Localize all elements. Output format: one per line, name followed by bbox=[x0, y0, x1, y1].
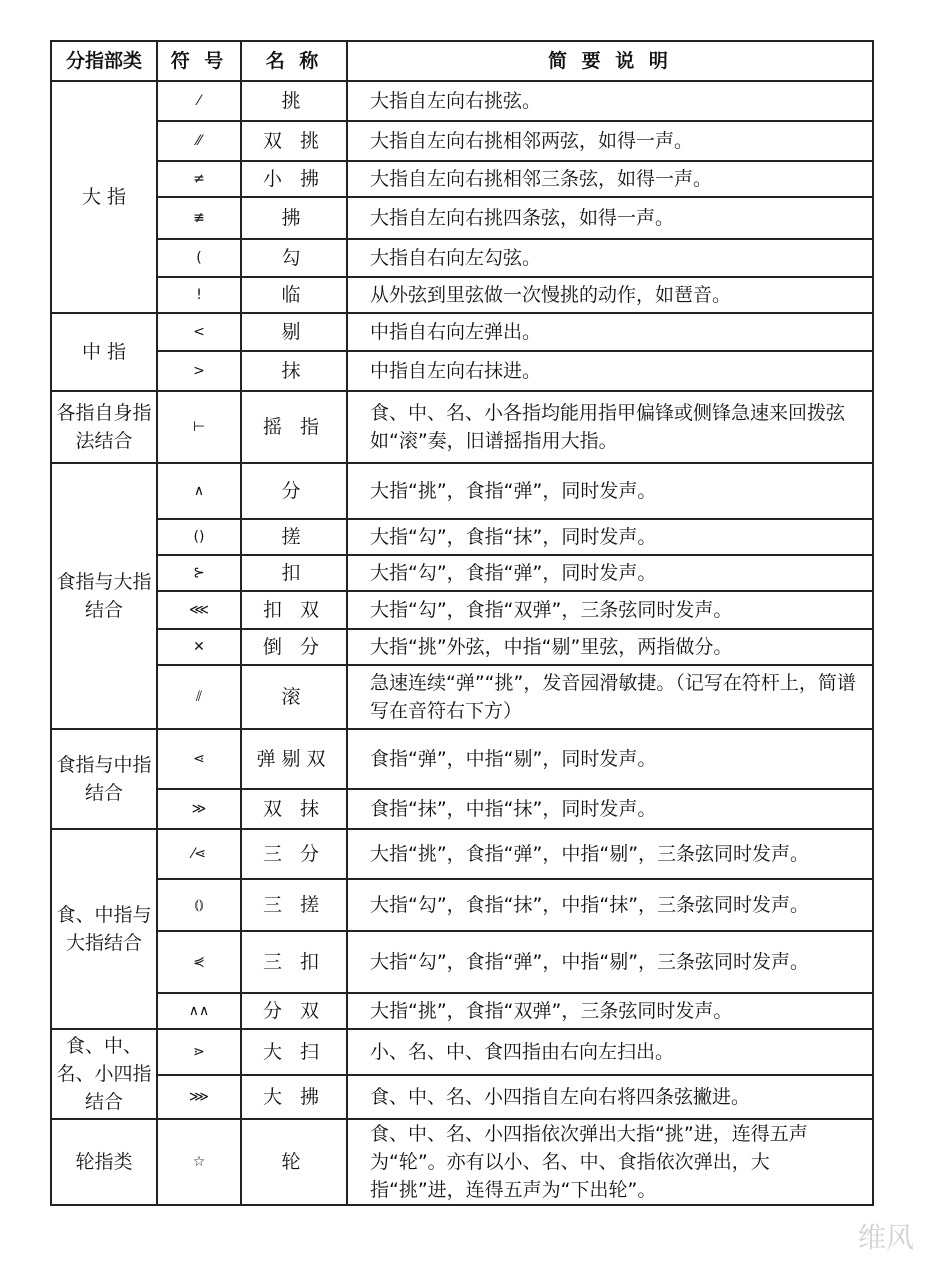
table-row bbox=[51, 197, 873, 239]
name-cell: 轮 bbox=[241, 1119, 347, 1205]
symbol-cell: () bbox=[157, 519, 241, 555]
table-row bbox=[51, 239, 873, 277]
table-row bbox=[51, 555, 873, 591]
table-row bbox=[51, 789, 873, 829]
symbol-cell: ⊢ bbox=[157, 391, 241, 463]
table-row bbox=[51, 591, 873, 629]
symbol-cell: ⋙ bbox=[157, 1075, 241, 1119]
description-cell: 大指自左向右挑弦。 bbox=[347, 81, 873, 121]
symbol-cell: ≠ bbox=[157, 161, 241, 197]
name-cell: 大 拂 bbox=[241, 1075, 347, 1119]
header-category: 分指部类 bbox=[51, 41, 157, 81]
table-row bbox=[51, 829, 873, 879]
table-row bbox=[51, 391, 873, 463]
category-cell: 轮指类 bbox=[51, 1119, 157, 1205]
description-cell: 大指“勾”，食指“双弹”，三条弦同时发声。 bbox=[347, 591, 873, 629]
description-cell: 大指“挑”外弦，中指“剔”里弦，两指做分。 bbox=[347, 629, 873, 665]
description-cell: 大指自左向右挑相邻三条弦，如得一声。 bbox=[347, 161, 873, 197]
description-cell: 大指自右向左勾弦。 bbox=[347, 239, 873, 277]
name-cell: 三 扣 bbox=[241, 931, 347, 993]
symbol-cell: ⦅⦆ bbox=[157, 879, 241, 931]
fingering-table bbox=[50, 40, 874, 1206]
symbol-cell: ∧ bbox=[157, 463, 241, 519]
name-cell: 摇 指 bbox=[241, 391, 347, 463]
table-row bbox=[51, 629, 873, 665]
header-symbol: 符 号 bbox=[157, 41, 241, 81]
table-row bbox=[51, 121, 873, 161]
table-row bbox=[51, 1119, 873, 1205]
symbol-cell: ( bbox=[157, 239, 241, 277]
table-row bbox=[51, 277, 873, 313]
name-cell: 拂 bbox=[241, 197, 347, 239]
symbol-cell: ⁄⋖ bbox=[157, 829, 241, 879]
watermark: 维风 bbox=[857, 1221, 914, 1254]
symbol-cell: ⋘ bbox=[157, 591, 241, 629]
table-row bbox=[51, 729, 873, 789]
name-cell: 双 抹 bbox=[241, 789, 347, 829]
name-cell: 抹 bbox=[241, 351, 347, 391]
description-cell: 食、中、名、小各指均能用指甲偏锋或侧锋急速来回拨弦如“滚”奏，旧谱摇指用大指。 bbox=[347, 391, 873, 463]
description-cell: 中指自右向左弹出。 bbox=[347, 313, 873, 351]
symbol-cell: > bbox=[157, 351, 241, 391]
category-cell: 大 指 bbox=[51, 81, 157, 313]
name-cell: 临 bbox=[241, 277, 347, 313]
description-cell: 大指“挑”，食指“弹”，中指“剔”，三条弦同时发声。 bbox=[347, 829, 873, 879]
description-cell: 从外弦到里弦做一次慢挑的动作，如琶音。 bbox=[347, 277, 873, 313]
description-cell: 大指“勾”，食指“抹”，同时发声。 bbox=[347, 519, 873, 555]
description-cell: 大指自左向右挑四条弦，如得一声。 bbox=[347, 197, 873, 239]
symbol-cell: ⁄ bbox=[157, 81, 241, 121]
description-cell: 急速连续“弹”“挑”，发音园滑敏捷。（记写在符杆上，简谱写在音符右下方） bbox=[347, 665, 873, 729]
name-cell: 扣 双 bbox=[241, 591, 347, 629]
symbol-cell: ⋖ bbox=[157, 729, 241, 789]
table-row bbox=[51, 351, 873, 391]
table-row bbox=[51, 879, 873, 931]
description-cell: 大指“挑”，食指“双弹”，三条弦同时发声。 bbox=[347, 993, 873, 1029]
name-cell: 分 双 bbox=[241, 993, 347, 1029]
symbol-cell: ⋗ bbox=[157, 1029, 241, 1075]
category-cell: 中 指 bbox=[51, 313, 157, 391]
symbol-cell: ≫ bbox=[157, 789, 241, 829]
description-cell: 大指“勾”，食指“抹”，中指“抹”，三条弦同时发声。 bbox=[347, 879, 873, 931]
symbol-cell: ≢ bbox=[157, 197, 241, 239]
name-cell: 倒 分 bbox=[241, 629, 347, 665]
header-name: 名 称 bbox=[241, 41, 347, 81]
symbol-cell: ∧∧ bbox=[157, 993, 241, 1029]
description-cell: 中指自左向右抹进。 bbox=[347, 351, 873, 391]
symbol-cell: ☆ bbox=[157, 1119, 241, 1205]
description-cell: 食指“弹”，中指“剔”，同时发声。 bbox=[347, 729, 873, 789]
symbol-cell: ⫽ bbox=[157, 665, 241, 729]
header-description: 简 要 说 明 bbox=[347, 41, 873, 81]
table-row bbox=[51, 931, 873, 993]
table-row bbox=[51, 993, 873, 1029]
name-cell: 搓 bbox=[241, 519, 347, 555]
name-cell: 分 bbox=[241, 463, 347, 519]
name-cell: 扣 bbox=[241, 555, 347, 591]
table-row bbox=[51, 313, 873, 351]
description-cell: 大指“挑”，食指“弹”，同时发声。 bbox=[347, 463, 873, 519]
table-row bbox=[51, 81, 873, 121]
category-cell: 食、中、名、小四指结合 bbox=[51, 1029, 157, 1119]
category-cell: 食指与大指结合 bbox=[51, 463, 157, 729]
table-row bbox=[51, 463, 873, 519]
table-row bbox=[51, 665, 873, 729]
name-cell: 三 搓 bbox=[241, 879, 347, 931]
category-cell: 各指自身指法结合 bbox=[51, 391, 157, 463]
name-cell: 勾 bbox=[241, 239, 347, 277]
header-row bbox=[51, 41, 873, 81]
symbol-cell: ✕ bbox=[157, 629, 241, 665]
table-row bbox=[51, 519, 873, 555]
category-cell: 食、中指与大指结合 bbox=[51, 829, 157, 1029]
description-cell: 食指“抹”，中指“抹”，同时发声。 bbox=[347, 789, 873, 829]
symbol-cell: ⊱ bbox=[157, 555, 241, 591]
symbol-cell: ⋞ bbox=[157, 931, 241, 993]
description-cell: 大指“勾”，食指“弹”，中指“剔”，三条弦同时发声。 bbox=[347, 931, 873, 993]
description-cell: 大指自左向右挑相邻两弦，如得一声。 bbox=[347, 121, 873, 161]
description-cell: 食、中、名、小四指自左向右将四条弦撇进。 bbox=[347, 1075, 873, 1119]
description-cell: 食、中、名、小四指依次弹出大指“挑”进，连得五声为“轮”。亦有以小、名、中、食指依次弹出，大指“挑”进，连得五声为“下出轮”。 bbox=[347, 1119, 873, 1205]
symbol-cell: ⁄⁄ bbox=[157, 121, 241, 161]
description-cell: 小、名、中、食四指由右向左扫出。 bbox=[347, 1029, 873, 1075]
name-cell: 小 拂 bbox=[241, 161, 347, 197]
symbol-cell: ! bbox=[157, 277, 241, 313]
table-row bbox=[51, 1075, 873, 1119]
symbol-cell: < bbox=[157, 313, 241, 351]
table-row bbox=[51, 1029, 873, 1075]
name-cell: 双 挑 bbox=[241, 121, 347, 161]
description-cell: 大指“勾”，食指“弹”，同时发声。 bbox=[347, 555, 873, 591]
name-cell: 大 扫 bbox=[241, 1029, 347, 1075]
name-cell: 剔 bbox=[241, 313, 347, 351]
table-row bbox=[51, 161, 873, 197]
name-cell: 三 分 bbox=[241, 829, 347, 879]
name-cell: 挑 bbox=[241, 81, 347, 121]
name-cell: 滚 bbox=[241, 665, 347, 729]
category-cell: 食指与中指结合 bbox=[51, 729, 157, 829]
name-cell: 弹剔双 bbox=[241, 729, 347, 789]
